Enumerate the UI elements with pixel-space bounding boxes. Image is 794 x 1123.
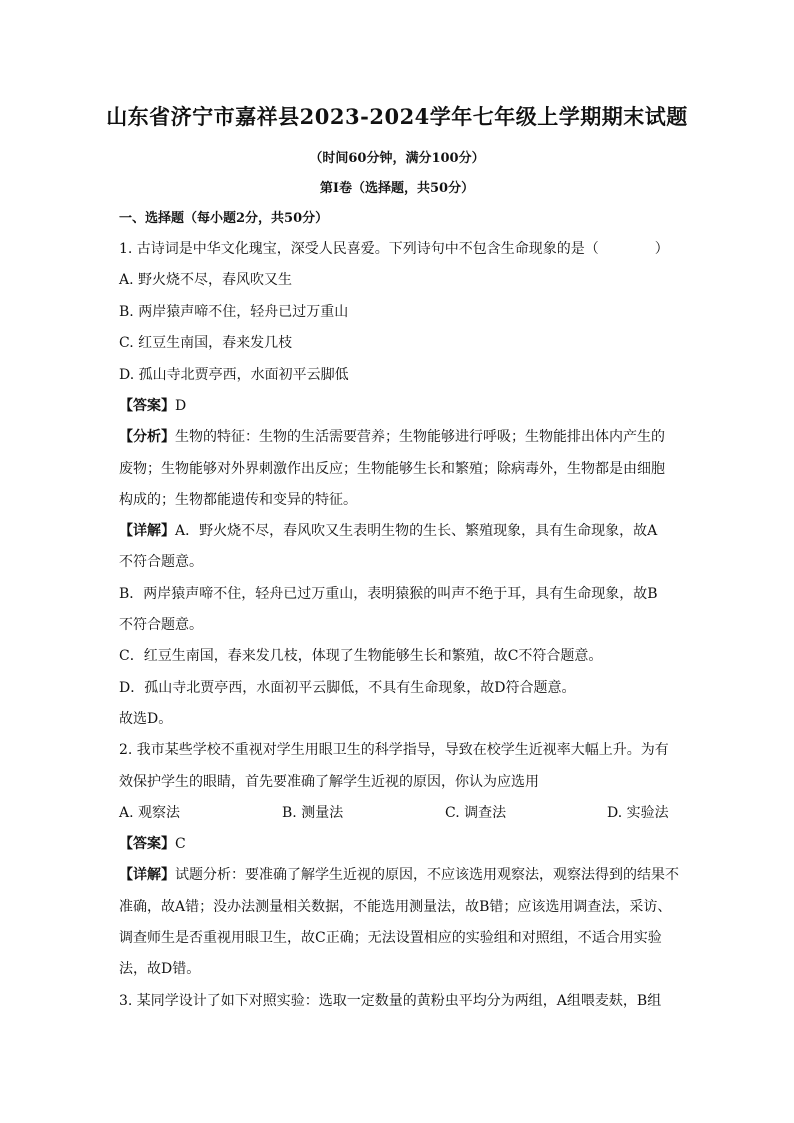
time-note: （时间60分钟，满分100分）: [309, 151, 485, 166]
part-title: 第Ⅰ卷（选择题，共50分）: [319, 181, 475, 196]
detail-text: 试题分析：要准确了解学生近视的原因，不应该选用观察法，观察法得到的结果不: [175, 867, 679, 883]
question-1-analysis-line-1: [119, 426, 689, 446]
question-1-answer: [119, 395, 689, 415]
question-1-detail-line-1: [119, 520, 689, 540]
detail-tag: 【详解】: [119, 867, 175, 883]
question-2-detail-line-2: 准确，故A错；没办法测量相关数据，不能选用测量法，故B错；应该选用调查法，采访、: [119, 899, 672, 915]
answer-tag: 【答案】: [119, 398, 175, 414]
question-2-detail-line-3: 调查师生是否重视用眼卫生，故C正确；无法设置相应的实验组和对照组，不适合用实验: [119, 930, 662, 946]
analysis-text: 生物的特征：生物的生活需要营养；生物能够进行呼吸；生物能排出体内产生的: [175, 429, 665, 445]
analysis-tag: 【分析】: [119, 429, 175, 445]
question-2-stem-line-1: 2. 我市某些学校不重视对学生用眼卫生的科学指导，导致在校学生近视率大幅上升。为有: [119, 742, 669, 758]
question-2-option-c: C. 调查法: [445, 805, 507, 821]
question-1-option-c: C. 红豆生南国，春来发几枝: [119, 335, 293, 351]
question-2-option-d: D. 实验法: [607, 805, 669, 821]
question-2-answer: [119, 833, 689, 853]
question-1-detail-line-6: D．孤山寺北贾亭西，水面初平云脚低，不具有生命现象，故D符合题意。: [119, 680, 576, 696]
section-title: 一、选择题（每小题2分，共50分）: [119, 211, 329, 226]
question-1-option-a: A. 野火烧不尽，春风吹又生: [119, 272, 293, 288]
question-2-option-b: B. 测量法: [282, 805, 344, 821]
detail-tag: 【详解】: [119, 523, 175, 539]
answer-value: D: [175, 398, 187, 414]
question-1-detail-line-4: 不符合题意。: [119, 617, 203, 633]
question-1-detail-line-5: C．红豆生南国，春来发几枝，体现了生物能够生长和繁殖，故C不符合题意。: [119, 648, 603, 664]
question-2-stem-line-2: 效保护学生的眼睛，首先要准确了解学生近视的原因，你认为应选用: [119, 774, 539, 790]
detail-text: A．野火烧不尽，春风吹又生表明生物的生长、繁殖现象，具有生命现象，故A: [175, 523, 658, 539]
question-1-detail-line-2: 不符合题意。: [119, 554, 203, 570]
question-1-stem: 1. 古诗词是中华文化瑰宝，深受人民喜爱。下列诗句中不包含生命现象的是（ ）: [119, 241, 669, 257]
question-3-stem-line-1: 3. 某同学设计了如下对照实验：选取一定数量的黄粉虫平均分为两组，A组喂麦麸，B组: [119, 993, 662, 1009]
question-1-option-b: B. 两岸猿声啼不住，轻舟已过万重山: [119, 304, 349, 320]
question-1-detail-line-3: B．两岸猿声啼不住，轻舟已过万重山，表明猿猴的叫声不绝于耳，具有生命现象，故B: [119, 586, 658, 602]
question-1-detail-line-7: 故选D。: [119, 711, 173, 727]
answer-value: C: [175, 836, 186, 852]
question-2-detail-line-4: 法，故D错。: [119, 961, 201, 977]
question-1-analysis-line-2: 废物；生物能够对外界刺激作出反应；生物能够生长和繁殖；除病毒外，生物都是由细胞: [119, 461, 665, 477]
question-2-option-a: A. 观察法: [119, 805, 181, 821]
question-1-option-d: D. 孤山寺北贾亭西，水面初平云脚低: [119, 367, 349, 383]
question-1-analysis-line-3: 构成的；生物都能遗传和变异的特征。: [119, 492, 357, 508]
answer-tag: 【答案】: [119, 836, 175, 852]
page-title: 山东省济宁市嘉祥县2023-2024学年七年级上学期期末试题: [106, 104, 688, 129]
question-2-detail-line-1: [119, 864, 689, 884]
